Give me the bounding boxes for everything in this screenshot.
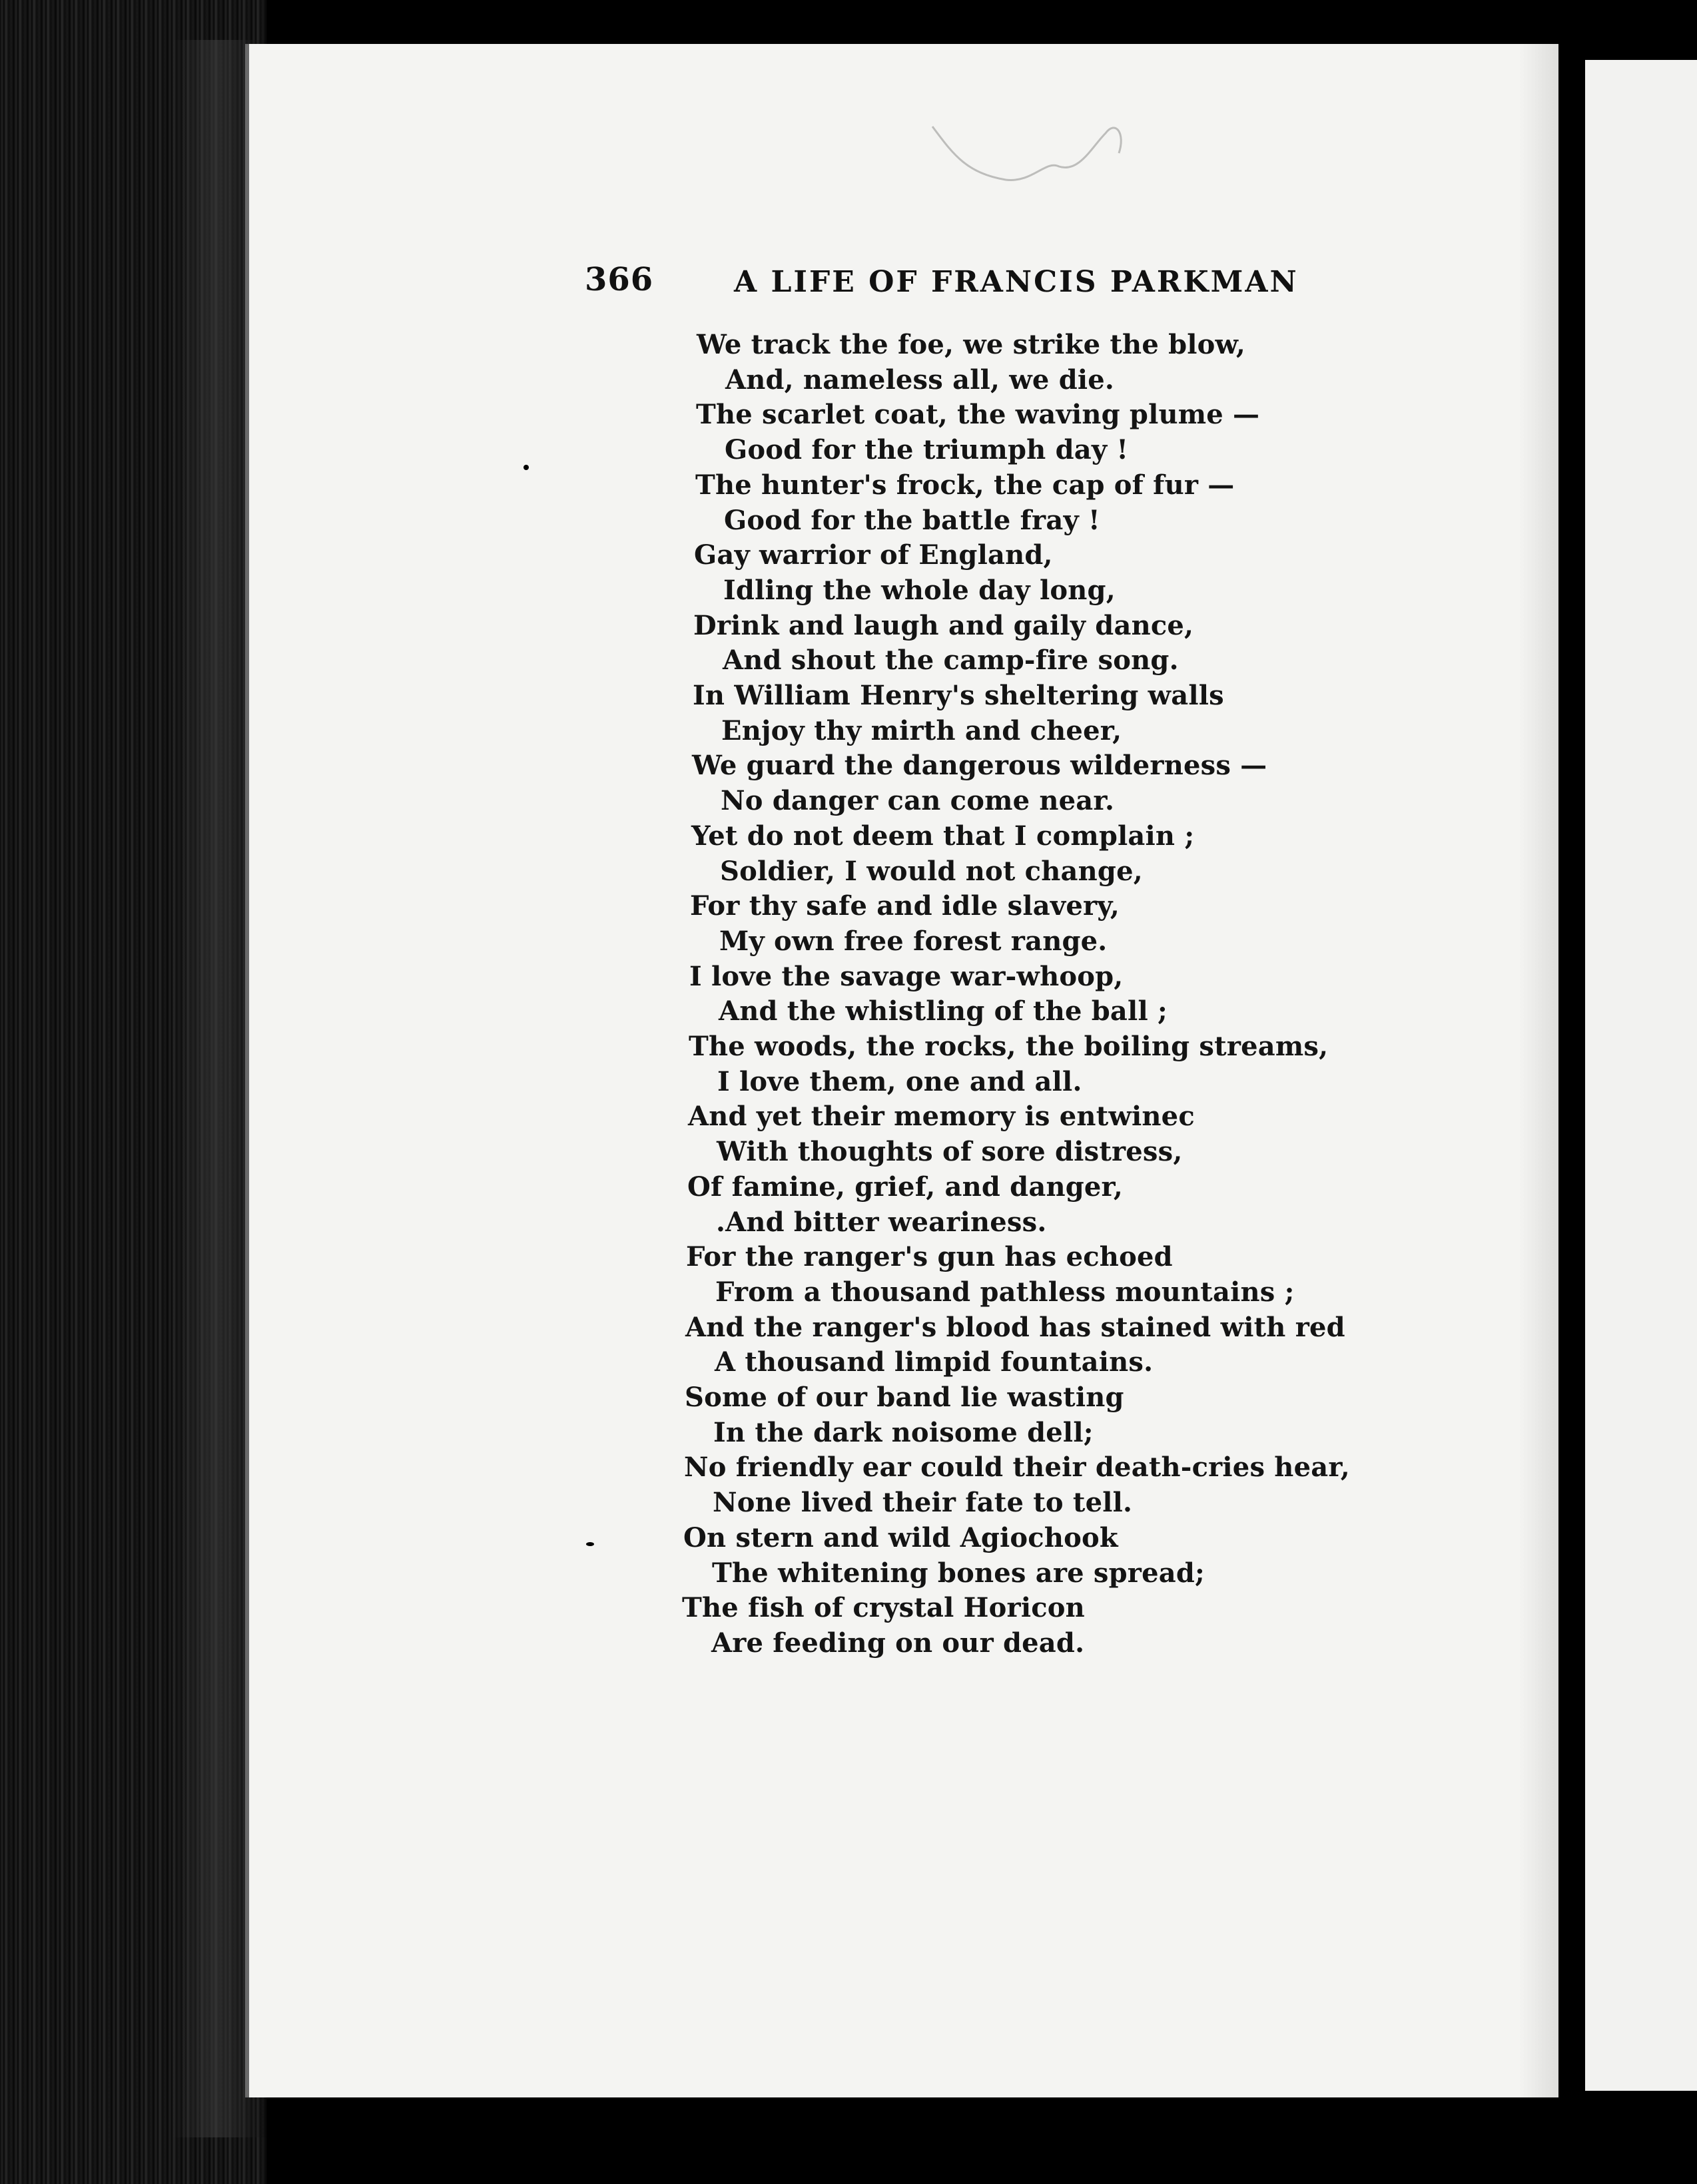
poem-line: None lived their fate to tell.: [713, 1487, 1133, 1518]
poem-line: The woods, the rocks, the boiling streams,: [689, 1031, 1329, 1062]
poem-line: Gay warrior of England,: [694, 539, 1053, 571]
poem-line: The whitening bones are spread;: [712, 1557, 1205, 1589]
poem-line: With thoughts of sore distress,: [717, 1136, 1183, 1167]
poem-line: .And bitter weariness.: [716, 1207, 1047, 1238]
poem-line: And yet their memory is entwinec: [688, 1101, 1195, 1132]
poem-line: The scarlet coat, the waving plume —: [696, 399, 1260, 430]
poem-line: For the ranger's gun has echoed: [686, 1241, 1173, 1272]
poem-line: I love the savage war-whoop,: [689, 961, 1124, 992]
poem-line: We guard the dangerous wilderness —: [692, 750, 1267, 781]
poem-line: Yet do not deem that I complain ;: [691, 820, 1195, 852]
ink-speck: [523, 465, 529, 470]
poem-line: Enjoy thy mirth and cheer,: [721, 715, 1122, 746]
poem-line: Soldier, I would not change,: [720, 856, 1143, 887]
ink-speck: [586, 1542, 594, 1546]
poem-line: We track the foe, we strike the blow,: [697, 329, 1246, 360]
poem-line: My own free forest range.: [719, 926, 1108, 957]
poem-line: For thy safe and idle slavery,: [690, 890, 1120, 922]
facing-page-edge: [1585, 60, 1697, 2091]
page-blemish: [926, 107, 1146, 200]
poem-line: Are feeding on our dead.: [711, 1627, 1085, 1659]
poem-line: Of famine, grief, and danger,: [687, 1171, 1124, 1203]
poem-line: I love them, one and all.: [717, 1066, 1082, 1097]
page-gutter-shade: [1519, 44, 1558, 2097]
poem-line: The hunter's frock, the cap of fur —: [695, 469, 1235, 501]
poem-line: Good for the triumph day !: [725, 434, 1129, 465]
poem-line: Some of our band lie wasting: [685, 1382, 1124, 1413]
poem-line: The fish of crystal Horicon: [682, 1592, 1085, 1623]
page-number: 366: [585, 261, 654, 298]
poem-line: No danger can come near.: [721, 785, 1115, 816]
poem-line: In William Henry's sheltering walls: [693, 680, 1224, 711]
poem-line: Good for the battle fray !: [724, 505, 1100, 536]
running-title: A LIFE OF FRANCIS PARKMAN: [734, 265, 1299, 299]
poem-line: Drink and laugh and gaily dance,: [693, 610, 1194, 641]
poem-line: On stern and wild Agiochook: [683, 1522, 1118, 1553]
poem-line: From a thousand pathless mountains ;: [715, 1276, 1295, 1308]
poem-line: And shout the camp-fire song.: [723, 645, 1179, 676]
poem-line: And the ranger's blood has stained with red: [685, 1312, 1345, 1343]
poem-line: And, nameless all, we die.: [725, 364, 1115, 396]
poem-line: No friendly ear could their death-cries hear,: [684, 1452, 1350, 1483]
poem-line: Idling the whole day long,: [723, 575, 1116, 606]
poem-line: A thousand limpid fountains.: [715, 1346, 1154, 1378]
gutter-shadow: [1558, 53, 1585, 2097]
poem-line: And the whistling of the ball ;: [719, 995, 1168, 1027]
poem-line: In the dark noisome dell;: [713, 1417, 1094, 1448]
